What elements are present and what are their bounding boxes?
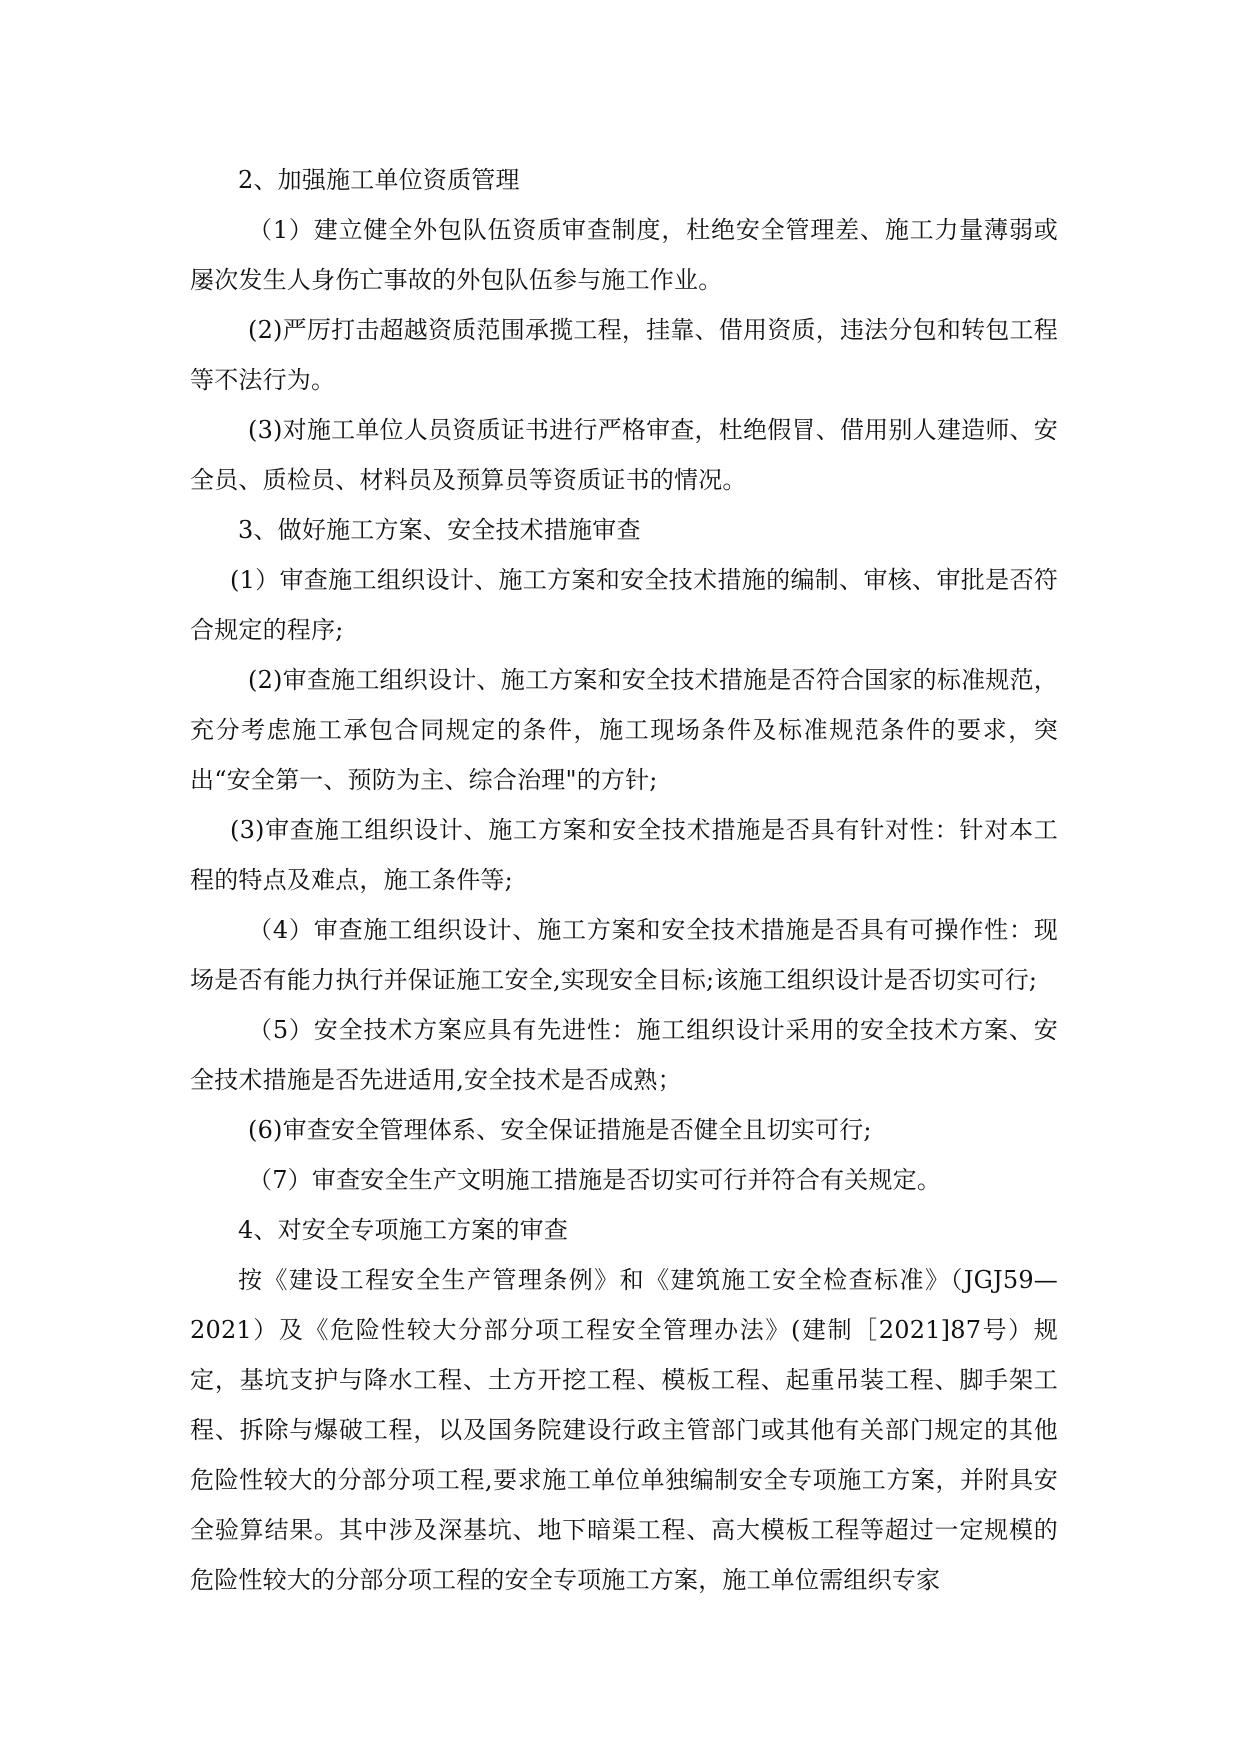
- paragraph-item-2: (2)严厉打击超越资质范围承揽工程，挂靠、借用资质，违法分包和转包工程等不法行为。: [190, 316, 1058, 394]
- heading-plan-review: 3、做好施工方案、安全技术措施审查: [238, 516, 641, 544]
- heading-qualification: 2、加强施工单位资质管理: [238, 166, 520, 194]
- paragraph-review-2: (2)审查施工组织设计、施工方案和安全技术措施是否符合国家的标准规范，充分考虑施工承包合同规定的条件，施工现场条件及标准规范条件的要求，突出“安全第一、预防为主、综合治理"的方针;: [190, 666, 1058, 794]
- document-page: [190, 155, 1058, 1605]
- paragraph-item-3: (3)对施工单位人员资质证书进行严格审查，杜绝假冒、借用别人建造师、安全员、质检员、材料员及预算员等资质证书的情况。: [190, 416, 1058, 494]
- paragraph-special-plan-body: 按《建设工程安全生产管理条例》和《建筑施工安全检查标准》（JGJ59—2021）及《危险性较大分部分项工程安全管理办法》(建制［2021]87号）规定，基坑支护与降水工程、土方开挖工程、模板工程、起重吊装工程、脚手架工程、拆除与爆破工程，以及国务院建设行政主管部门或其他有关部门规定的其他危险性较大的分部分项工程,要求施工单位单独编制安全专项施工方案，并附具安全验算结果。其中涉及深基坑、地下暗渠工程、高大模板工程等超过一定规模的危险性较大的分部分项工程的安全专项施工方案，施工单位需组织专家: [190, 1266, 1058, 1594]
- paragraph-review-7: （7）审查安全生产文明施工措施是否切实可行并符合有关规定。: [248, 1166, 942, 1194]
- heading-special-plan: 4、对安全专项施工方案的审查: [238, 1216, 569, 1244]
- paragraph-review-5: （5）安全技术方案应具有先进性：施工组织设计采用的安全技术方案、安全技术措施是否先进适用,安全技术是否成熟；: [190, 1016, 1058, 1094]
- paragraph-review-1: (1）审查施工组织设计、施工方案和安全技术措施的编制、审核、审批是否符合规定的程序;: [190, 566, 1058, 644]
- paragraph-review-4: （4）审查施工组织设计、施工方案和安全技术措施是否具有可操作性：现场是否有能力执行并保证施工安全,实现安全目标;该施工组织设计是否切实可行;: [190, 916, 1058, 994]
- paragraph-review-3: (3)审查施工组织设计、施工方案和安全技术措施是否具有针对性：针对本工程的特点及难点，施工条件等;: [190, 816, 1058, 894]
- paragraph-item-1: （1）建立健全外包队伍资质审查制度，杜绝安全管理差、施工力量薄弱或屡次发生人身伤亡事故的外包队伍参与施工作业。: [190, 216, 1058, 294]
- paragraph-review-6: (6)审查安全管理体系、安全保证措施是否健全且切实可行;: [248, 1116, 872, 1144]
